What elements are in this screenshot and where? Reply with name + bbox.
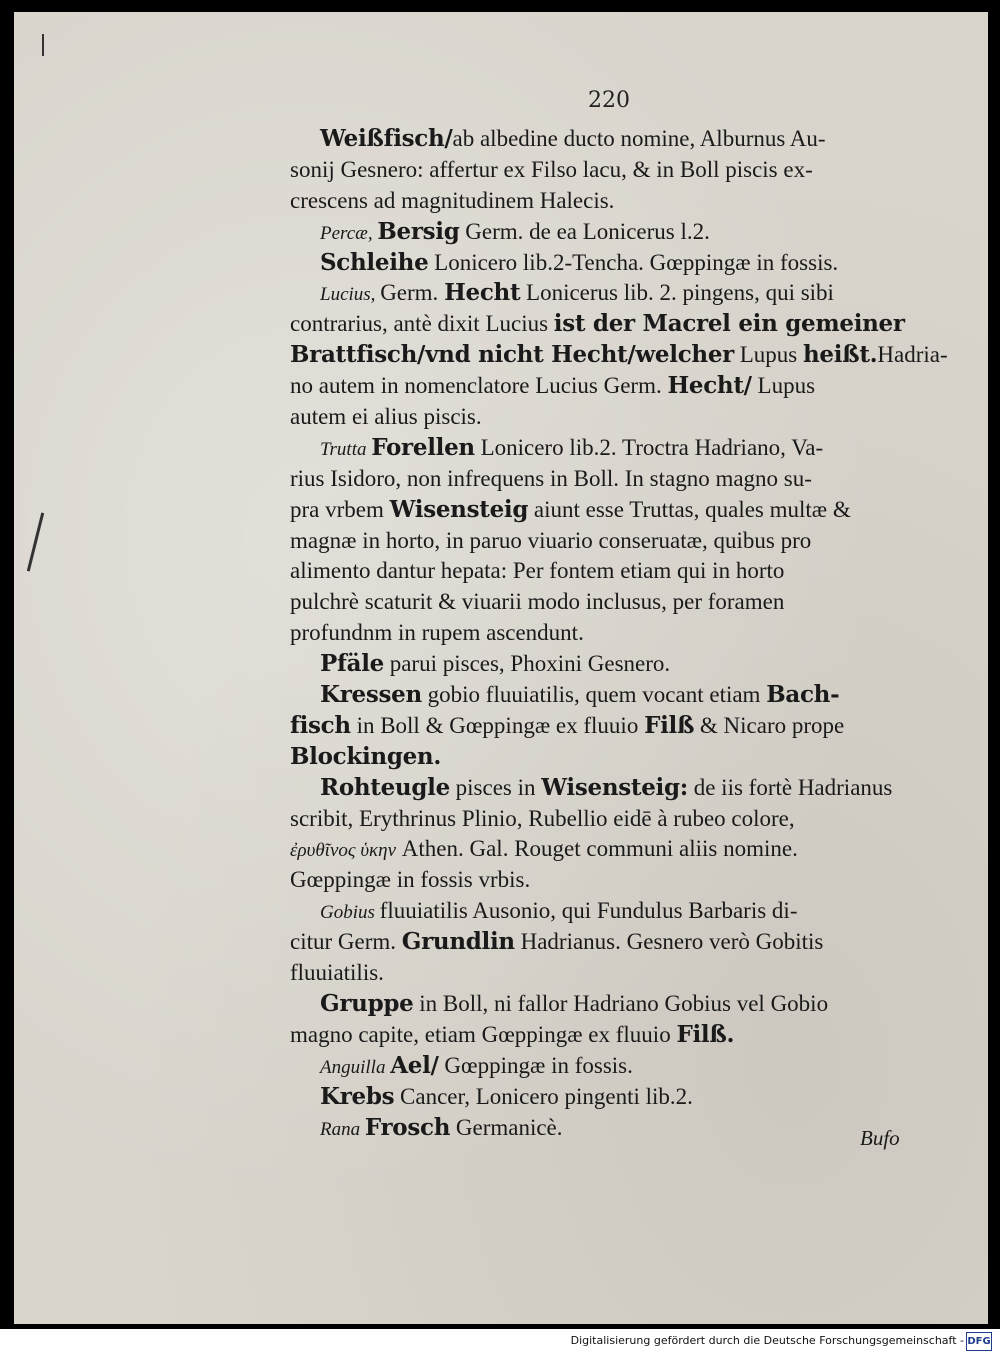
text-run: parui pisces, Phoxini Gesnero. [383, 651, 671, 677]
text-run: Germ. de ea Lonicerus l.2. [459, 218, 710, 244]
german-term: Hecht/ [667, 372, 752, 400]
text-line [290, 587, 930, 618]
latin-term: Rana [320, 1118, 365, 1140]
german-term: Frosch [364, 1113, 451, 1141]
text-line [290, 155, 930, 186]
text-run: citur Germ. [290, 929, 402, 955]
text-line [290, 556, 930, 587]
text-run: alimento dantur hepata: Per fontem etiam qui in horto [290, 558, 785, 584]
text-line [290, 1082, 930, 1113]
german-term: Weißfisch/ [320, 125, 453, 152]
text-line [290, 618, 930, 649]
text-run: Germanicè. [450, 1114, 563, 1140]
text-run: Lupus [733, 342, 803, 368]
margin-mark [42, 34, 44, 56]
text-line [290, 186, 930, 217]
text-run: Gœppingæ in fossis. [438, 1052, 633, 1078]
german-term: Bersig [377, 217, 460, 245]
text-line [290, 1113, 930, 1144]
text-run: contrarius, antè dixit Lucius [290, 311, 554, 337]
text-line [290, 865, 930, 896]
text-run: pulchrè scaturit & viuarii modo inclusus, per foramen [290, 589, 785, 615]
text-line [290, 989, 930, 1020]
text-line [290, 124, 930, 155]
german-term: Bach- [766, 681, 840, 709]
text-line [290, 402, 930, 433]
text-run: aiunt esse Truttas, quales multæ & [528, 496, 851, 522]
text-line [290, 711, 930, 742]
text-run: Athen. Gal. Rouget communi aliis nomine. [396, 836, 798, 862]
text-line [290, 649, 930, 680]
text-line [290, 1020, 930, 1051]
text-line [290, 217, 930, 248]
text-line [290, 958, 930, 989]
text-line [290, 896, 930, 927]
german-term: Filß [644, 711, 695, 739]
text-run: & Nicaro prope [694, 712, 845, 738]
text-run: fluuiatilis. [290, 960, 384, 986]
text-line [290, 248, 930, 279]
text-line [290, 804, 930, 835]
text-run: Gœppingæ in fossis vrbis. [290, 867, 531, 893]
german-term: Brattfisch/vnd nicht Hecht/welcher [290, 341, 734, 369]
text-line [290, 464, 930, 495]
text-run: gobio fluuiatilis, quem vocant etiam [421, 682, 767, 708]
text-run: pra vrbem [290, 496, 390, 522]
german-term: Forellen [371, 433, 475, 461]
text-line [290, 309, 930, 340]
german-term: Gruppe [320, 989, 414, 1017]
text-run: Hadrianus. Gesnero verò Gobitis [514, 929, 824, 955]
text-line [290, 927, 930, 958]
page-number: 220 [588, 88, 630, 113]
text-run: scribit, Erythrinus Plinio, Rubellio eidē à rubeo colore, [290, 805, 795, 831]
german-term: Ael/ [390, 1051, 439, 1079]
german-term: heißt. [802, 341, 878, 369]
text-run: in Boll & Gœppingæ ex fluuio [350, 712, 645, 738]
text-line [290, 433, 930, 464]
text-run: Lonicero lib.2-Tencha. Gœppingæ in fossis. [428, 249, 839, 275]
text-line [290, 773, 930, 804]
text-run: Lonicero lib.2. Troctra Hadriano, Va- [474, 434, 824, 460]
body-text [290, 124, 948, 1143]
german-term: Kressen [320, 681, 422, 709]
text-run: autem ei alius piscis. [290, 404, 482, 430]
text-run: magno capite, etiam Gœppingæ ex fluuio [290, 1021, 677, 1047]
catchword: Bufo [860, 1126, 900, 1150]
latin-term: Lucius, [320, 284, 381, 306]
german-term: ist der Macrel ein gemeiner [553, 310, 905, 338]
text-line [290, 1051, 930, 1082]
latin-term: Gobius [320, 902, 380, 924]
text-line [290, 371, 930, 402]
footer-bar [0, 1329, 1000, 1353]
text-line [290, 834, 930, 865]
text-line [290, 742, 930, 773]
digitization-credit: Digitalisierung gefördert durch die Deutsche Forschungsgemeinschaft - [570, 1334, 964, 1347]
text-run: magnæ in horto, in paruo viuario conseruatæ, quibus pro [290, 527, 812, 553]
german-term: Pfäle [320, 650, 384, 678]
text-run: ab albedine ducto nomine, Alburnus Au- [452, 126, 826, 151]
text-line [290, 495, 930, 526]
german-term: Rohteugle [320, 773, 450, 801]
text-run: Hadria- [877, 342, 948, 368]
text-run: Germ. [380, 280, 445, 306]
latin-term: Percæ, [320, 222, 378, 244]
german-term: Filß. [676, 1020, 735, 1048]
text-line [290, 340, 948, 371]
text-line [290, 526, 930, 557]
text-run: in Boll, ni fallor Hadriano Gobius vel Gobio [413, 990, 829, 1016]
text-run: crescens ad magnitudinem Halecis. [290, 187, 615, 213]
dfg-logo: DFG [966, 1332, 992, 1351]
german-term: Wisensteig: [541, 773, 688, 801]
text-run: Cancer, Lonicero pingenti lib.2. [394, 1083, 693, 1109]
text-run: sonij Gesnero: affertur ex Filso lacu, & in Boll piscis ex- [290, 156, 813, 182]
german-term: Schleihe [320, 248, 429, 276]
text-run: rius Isidoro, non infrequens in Boll. In stagno magno su- [290, 465, 812, 491]
german-term: Wisensteig [389, 495, 529, 523]
text-run: Lonicerus lib. 2. pingens, qui sibi [520, 280, 834, 306]
latin-term: ἐρυθῖνος ὑκην [290, 840, 397, 862]
text-run: fluuiatilis Ausonio, qui Fundulus Barbaris di- [379, 898, 798, 924]
text-run: no autem in nomenclatore Lucius Germ. [290, 373, 668, 399]
text-run: de iis fortè Hadrianus [687, 774, 893, 800]
text-line [290, 278, 930, 309]
german-term: Blockingen. [290, 742, 442, 770]
german-term: Krebs [320, 1082, 395, 1110]
text-run: pisces in [449, 774, 542, 800]
german-term: Hecht [444, 279, 521, 307]
latin-term: Anguilla [320, 1056, 391, 1078]
text-line [290, 680, 930, 711]
text-run: Lupus [751, 373, 816, 399]
text-run: profundnm in rupem ascendunt. [290, 620, 584, 646]
latin-term: Trutta [320, 438, 372, 460]
german-term: Grundlin [401, 928, 515, 956]
german-term: fisch [290, 711, 351, 739]
margin-mark [27, 513, 44, 572]
